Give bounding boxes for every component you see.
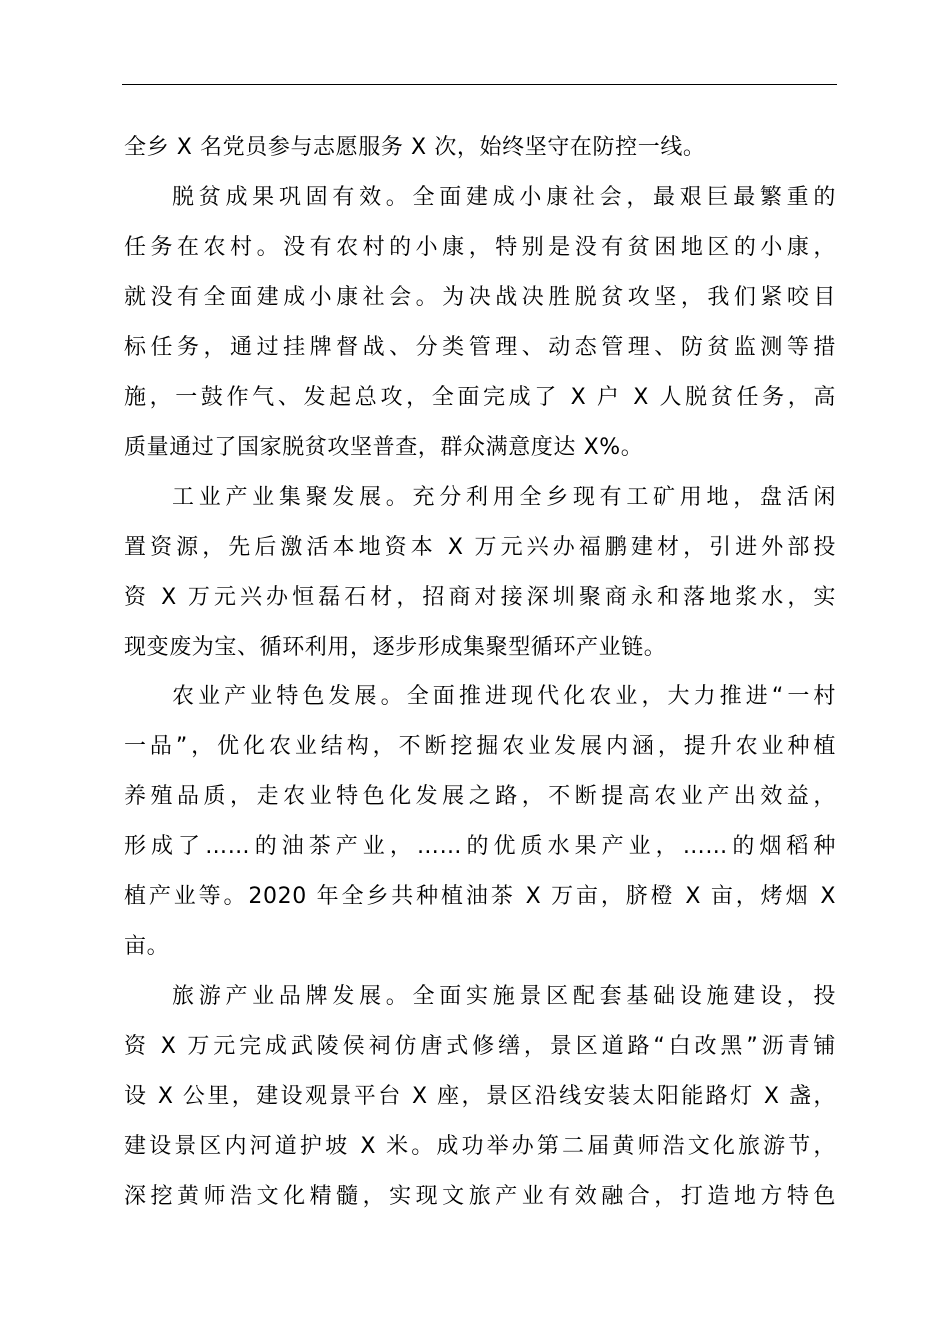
text-line: 一品”，优化农业结构，不断挖掘农业发展内涵，提升农业种植 [124,734,836,759]
text-line: 建设景区内河道护坡 X 米。成功举办第二届黄师浩文化旅游节， [124,1134,836,1159]
text-line: 质量通过了国家脱贫攻坚普查，群众满意度达 X%。 [124,435,644,460]
text-line: 脱贫成果巩固有效。全面建成小康社会，最艰巨最繁重的 [172,185,836,210]
text-line: 亩。 [124,934,170,959]
text-line: 就没有全面建成小康社会。为决战决胜脱贫攻坚，我们紧咬目 [124,285,836,310]
text-line: 工业产业集聚发展。充分利用全乡现有工矿用地，盘活闲 [172,485,836,510]
text-line: 植产业等。2020 年全乡共种植油茶 X 万亩，脐橙 X 亩，烤烟 X [124,884,836,909]
text-line: 资 X 万元完成武陵侯祠仿唐式修缮，景区道路“白改黑”沥青铺 [124,1034,836,1059]
text-line: 任务在农村。没有农村的小康，特别是没有贫困地区的小康， [124,235,836,260]
text-line: 设 X 公里，建设观景平台 X 座，景区沿线安装太阳能路灯 X 盏， [124,1084,836,1109]
text-line: 全乡 X 名党员参与志愿服务 X 次，始终坚守在防控一线。 [124,135,706,160]
text-line: 置资源，先后激活本地资本 X 万元兴办福鹏建材，引进外部投 [124,535,836,560]
text-line: 形成了……的油茶产业，……的优质水果产业，……的烟稻种 [124,834,836,859]
text-line: 农业产业特色发展。全面推进现代化农业，大力推进“一村 [172,684,836,709]
header-rule [122,84,837,85]
text-line: 养殖品质，走农业特色化发展之路，不断提高农业产出效益， [124,784,836,809]
text-line: 深挖黄师浩文化精髓，实现文旅产业有效融合，打造地方特色 [124,1184,836,1209]
text-line: 资 X 万元兴办恒磊石材，招商对接深圳聚商永和落地浆水，实 [124,585,836,610]
text-line: 施，一鼓作气、发起总攻，全面完成了 X 户 X 人脱贫任务，高 [124,385,836,410]
text-line: 标任务，通过挂牌督战、分类管理、动态管理、防贫监测等措 [124,335,836,360]
text-line: 旅游产业品牌发展。全面实施景区配套基础设施建设，投 [172,984,836,1009]
text-line: 现变废为宝、循环利用，逐步形成集聚型循环产业链。 [124,635,667,660]
